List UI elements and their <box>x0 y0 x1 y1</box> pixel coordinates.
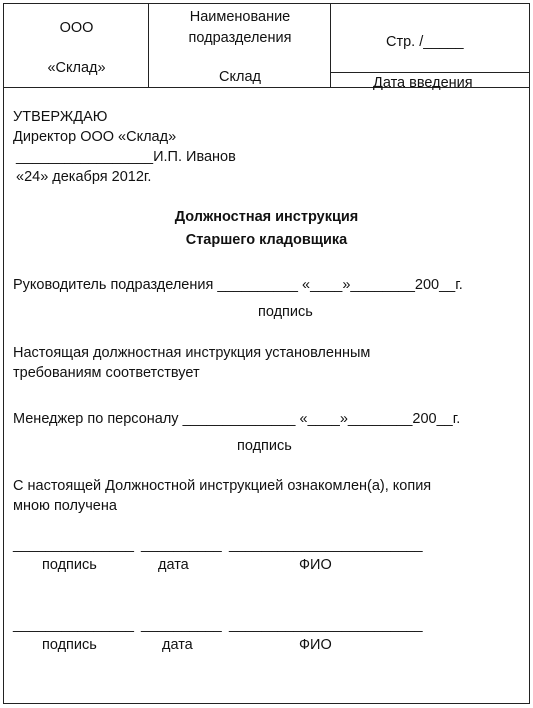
document-subtitle: Старшего кладовщика <box>185 232 348 248</box>
employee-name-caption: ФИО <box>299 637 332 653</box>
approver-signature: _________________И.П. Иванов <box>16 149 236 165</box>
dept-label-line1: Наименование <box>189 9 291 25</box>
header-cell-organization <box>4 4 149 88</box>
employee-signature-line: _______________ <box>13 617 134 633</box>
page-number-label: Стр. /_____ <box>386 34 464 50</box>
employee-signature-caption: подпись <box>42 637 97 653</box>
acknowledge-text-line1: С настоящей Должностной инструкцией ознакомлен(а), копия <box>13 478 432 494</box>
approval-date: «24» декабря 2012г. <box>16 169 152 185</box>
employee-signature-line: _______________ <box>13 537 134 553</box>
employee-date-caption: дата <box>158 557 189 573</box>
org-name-line1: ООО <box>59 20 94 36</box>
employee-date-line: __________ <box>141 617 222 633</box>
approver-position: Директор ООО «Склад» <box>13 129 177 145</box>
dept-value: Склад <box>219 69 261 85</box>
employee-name-caption: ФИО <box>299 557 332 573</box>
employee-date-caption: дата <box>162 637 193 653</box>
employee-name-line: ________________________ <box>229 537 423 553</box>
hr-signature-caption: подпись <box>237 438 292 454</box>
header-cell-page <box>331 4 529 91</box>
acknowledge-text-line2: мною получена <box>13 498 117 514</box>
hr-signature-line: Менеджер по персоналу ______________ «____»________200__г. <box>13 411 461 427</box>
org-name-line2: «Склад» <box>47 60 106 76</box>
dept-label-line2: подразделения <box>188 30 292 46</box>
header-cell-department <box>149 4 331 88</box>
employee-name-line: ________________________ <box>229 617 423 633</box>
compliance-text-line1: Настоящая должностная инструкция установленным <box>13 345 371 361</box>
compliance-text-line2: требованиям соответствует <box>13 365 200 381</box>
approve-heading: УТВЕРЖДАЮ <box>13 109 108 125</box>
head-signature-line: Руководитель подразделения __________ «____»________200__г. <box>13 277 463 293</box>
document-title: Должностная инструкция <box>174 209 359 225</box>
employee-date-line: __________ <box>141 537 222 553</box>
intro-date-label: Дата введения <box>373 75 473 91</box>
document-page <box>3 3 530 704</box>
head-signature-caption: подпись <box>258 304 313 320</box>
header-table <box>4 4 529 91</box>
employee-signature-caption: подпись <box>42 557 97 573</box>
